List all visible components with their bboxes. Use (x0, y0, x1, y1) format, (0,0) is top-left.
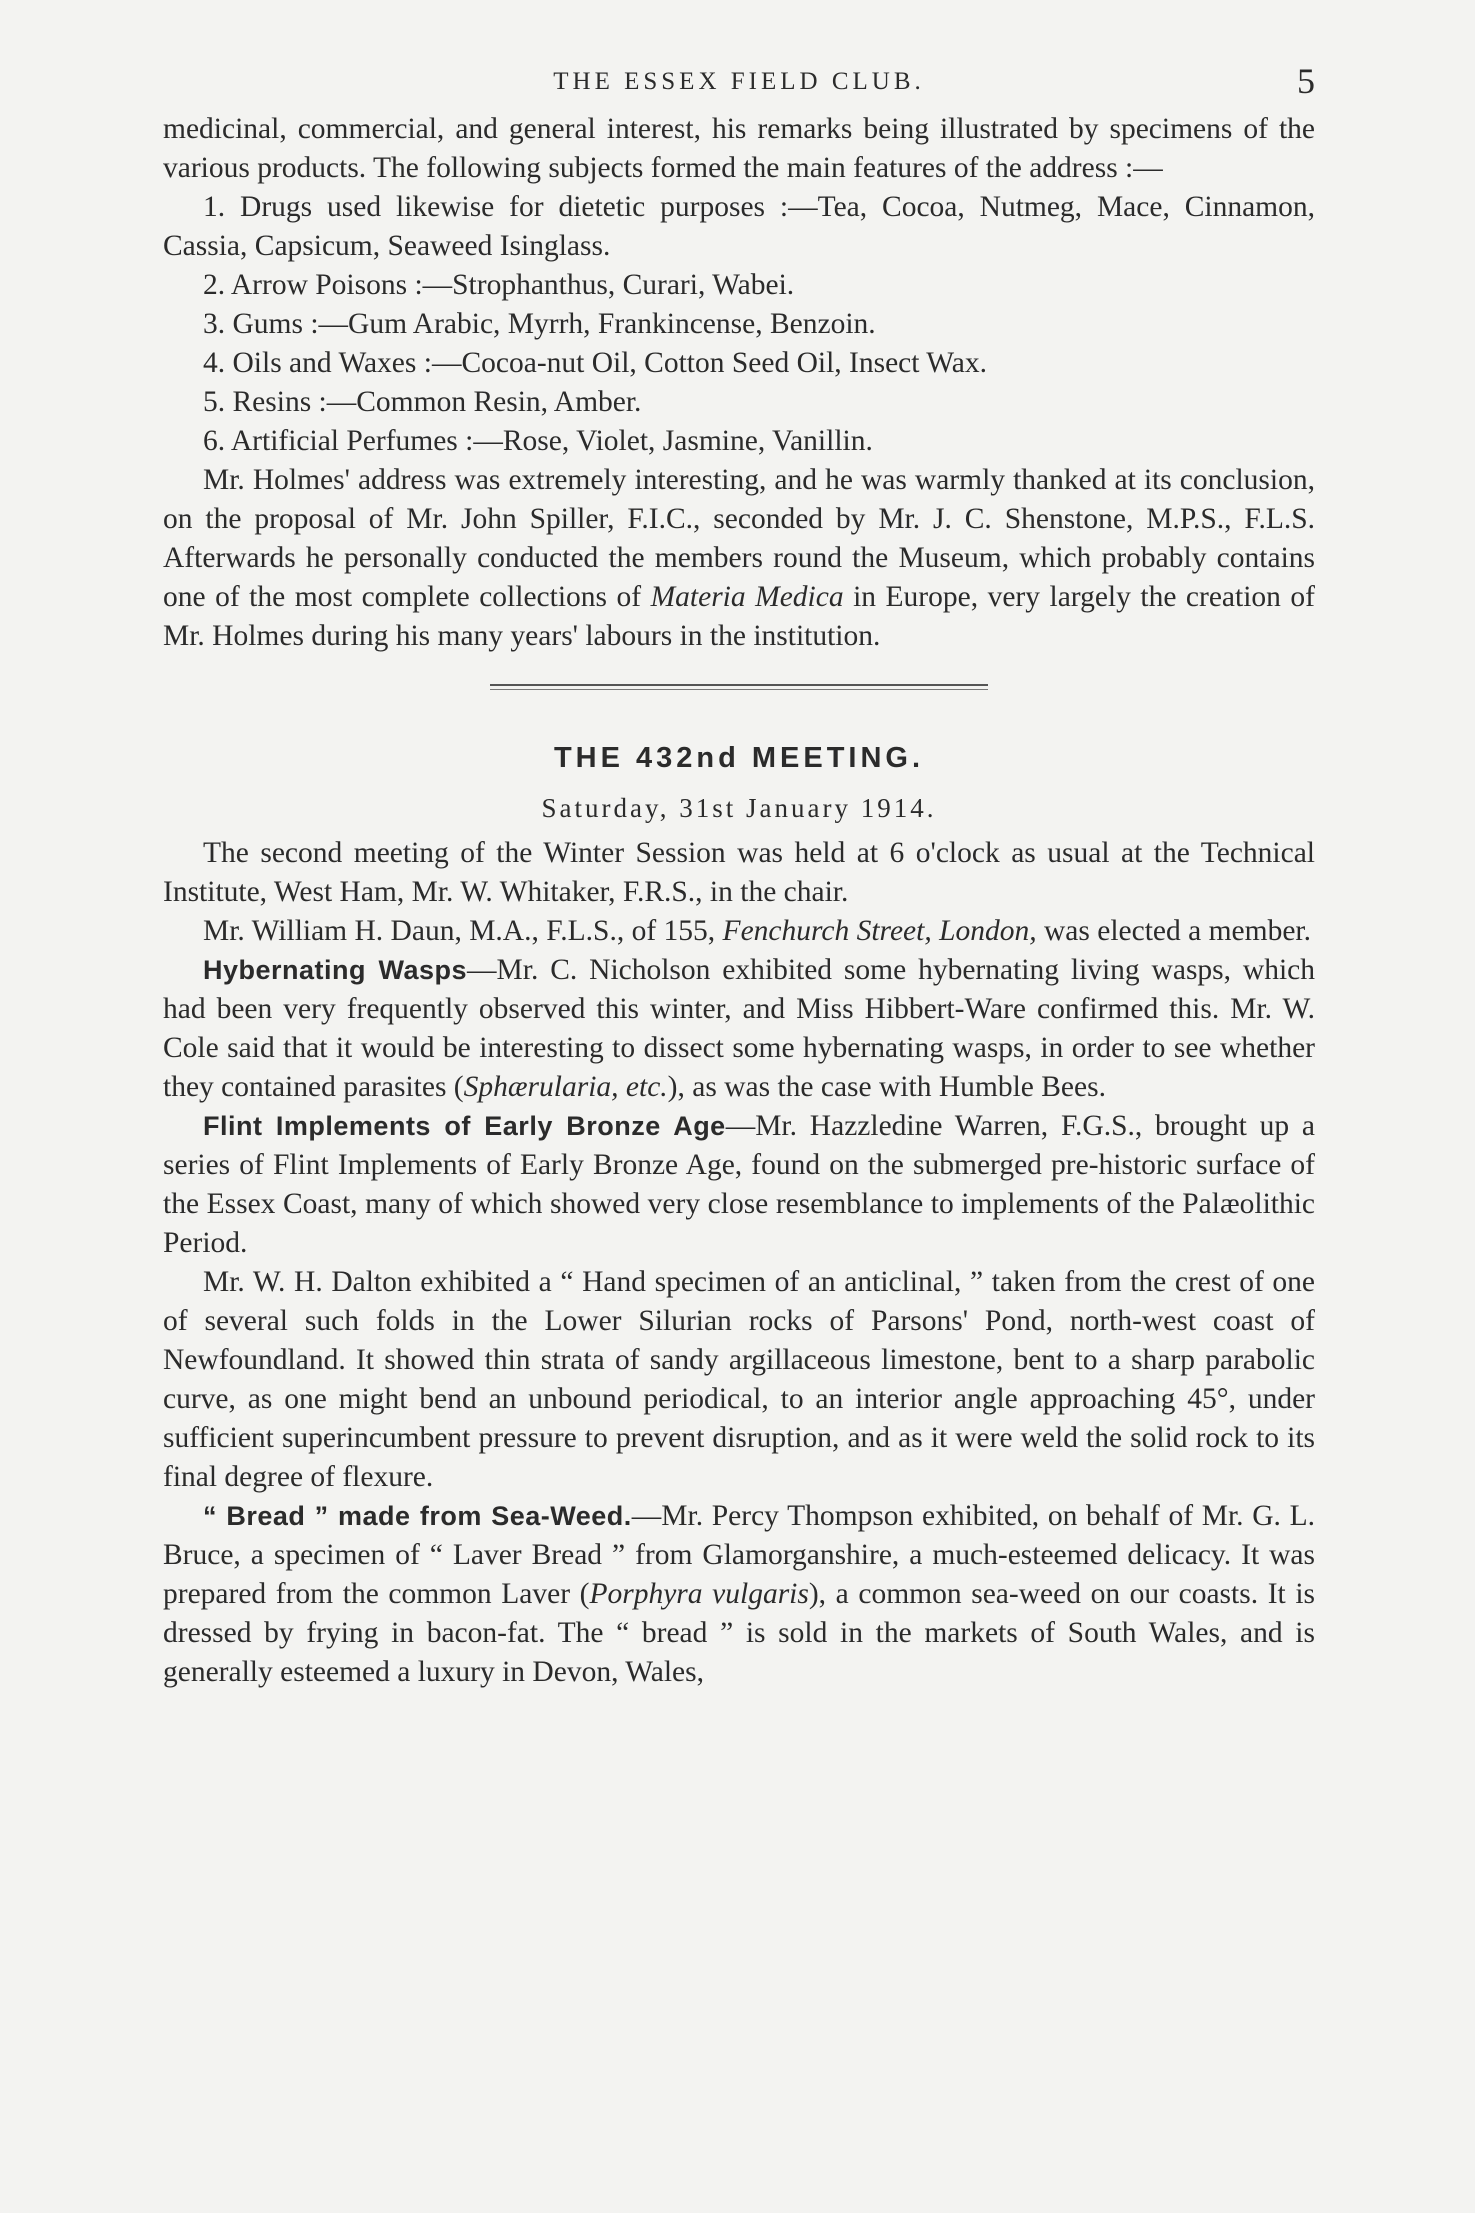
paragraph-text: Mr. William H. Daun, M.A., F.L.S., of 155, (203, 915, 723, 947)
list-item-text: Artificial Perfumes :—Rose, Violet, Jasmine, Vanillin. (230, 425, 873, 457)
list-item-text: Gums :—Gum Arabic, Myrrh, Frankincense, Benzoin. (232, 308, 876, 340)
body-paragraph (163, 1107, 1315, 1263)
running-head-title: THE ESSEX FIELD CLUB. (553, 68, 925, 95)
paragraph-text: —Mr. Percy Thompson exhibited, on behalf of Mr. G. L. Bruce, a specimen of “ Laver Bread ” from Glamorganshire, a much-esteemed delicacy. It was prepared from the common Laver ( (163, 1500, 1316, 1610)
list-item-number: 3. (203, 308, 226, 340)
list-item-number: 1. (203, 191, 226, 223)
paragraph-text: —Mr. C. Nicholson exhibited some hybernating living wasps, which had been very frequently observed this winter, and Miss Hibbert-Ware confirmed this. Mr. W. Cole said that it would be interesting to dissect some hybernating wasps, in order to see whether they contained parasites ( (163, 954, 1315, 1103)
page (163, 60, 1315, 1692)
body-paragraph: The second meeting of the Winter Session was held at 6 o'clock as usual at the Technical Institute, West Ham, Mr. W. Whitaker, F.R.S., in the chair. (163, 837, 1315, 908)
intro-paragraph: medicinal, commercial, and general interest, his remarks being illustrated by specimens of the various products. The following subjects formed the main features of the address :— (163, 113, 1315, 184)
list-item-number: 6. (203, 425, 226, 457)
list-item-text: Oils and Waxes :—Cocoa-nut Oil, Cotton Seed Oil, Insect Wax. (232, 347, 987, 379)
paragraph-text-end: ), as was the case with Humble Bees. (667, 1071, 1106, 1103)
section-heading: “ Bread ” made from Sea-Weed. (203, 1501, 632, 1531)
list-item-text: Arrow Poisons :—Strophanthus, Curari, Wabei. (230, 269, 795, 301)
list-item-number: 5. (203, 386, 226, 418)
closing-italic-text: Materia Medica (650, 581, 844, 613)
closing-paragraph (163, 461, 1315, 656)
section-heading: Flint Implements of Early Bronze Age (203, 1111, 726, 1141)
body-paragraph (163, 1497, 1315, 1692)
paragraph-text: —Mr. Hazzledine Warren, F.G.S., brought up a series of Flint Implements of Early Bronze Age, found on the submerged pre-historic surface of the Essex Coast, many of which showed very close resemblance to implements of the Palæolithic Period. (163, 1110, 1315, 1259)
italic-text: Porphyra vulgaris (589, 1578, 809, 1610)
list-item-number: 2. (203, 269, 226, 301)
running-head (163, 60, 1315, 110)
paragraph-text-end: ), a common sea-weed on our coasts. It is dressed by frying in bacon-fat. The “ bread ” is sold in the markets of South Wales, and is generally esteemed a luxury in Devon, Wales, (163, 1578, 1316, 1688)
paragraph-text-end: was elected a member. (1036, 915, 1311, 947)
closing-text-end: in Europe, very largely the creation of Mr. Holmes during his many years' labours in the institution. (163, 581, 1315, 652)
list-item-number: 4. (203, 347, 226, 379)
list-item (163, 188, 1315, 266)
list-item (163, 266, 1315, 305)
list-item (163, 344, 1315, 383)
section-divider (490, 684, 988, 690)
meeting-date: Saturday, 31st January 1914. (541, 793, 937, 823)
body-paragraph (163, 912, 1315, 951)
meeting-title: THE 432nd MEETING. (553, 742, 925, 774)
list-item (163, 422, 1315, 461)
body-paragraph (163, 951, 1315, 1107)
list-item (163, 305, 1315, 344)
list-item (163, 383, 1315, 422)
list-item-text: Drugs used likewise for dietetic purposes :—Tea, Cocoa, Nutmeg, Mace, Cinnamon, Cassia, Capsicum, Seaweed Isinglass. (163, 191, 1316, 262)
list-item-text: Resins :—Common Resin, Amber. (232, 386, 642, 418)
section-heading: Hybernating Wasps (203, 955, 468, 985)
body-paragraph: Mr. W. H. Dalton exhibited a “ Hand specimen of an anticlinal, ” taken from the crest of one of several such folds in the Lower Silurian rocks of Parsons' Pond, north-west coast of Newfoundland. It showed thin strata of sandy argillaceous limestone, bent to a sharp parabolic curve, as one might bend an unbound periodical, to an interior angle approaching 45°, under sufficient superincumbent pressure to prevent disruption, and as it were weld the solid rock to its final degree of flexure. (163, 1266, 1315, 1493)
page-number: 5 (1297, 61, 1315, 101)
address-italic-text: Fenchurch Street, London, (722, 915, 1037, 947)
closing-text: Mr. Holmes' address was extremely interesting, and he was warmly thanked at its conclusion, on the proposal of Mr. John Spiller, F.I.C., seconded by Mr. J. C. Shenstone, M.P.S., F.L.S. Afterwards he personally conducted the members round the Museum, which probably contains one of the most complete collections of (163, 464, 1315, 613)
italic-text: Sphærularia, etc. (463, 1071, 668, 1103)
